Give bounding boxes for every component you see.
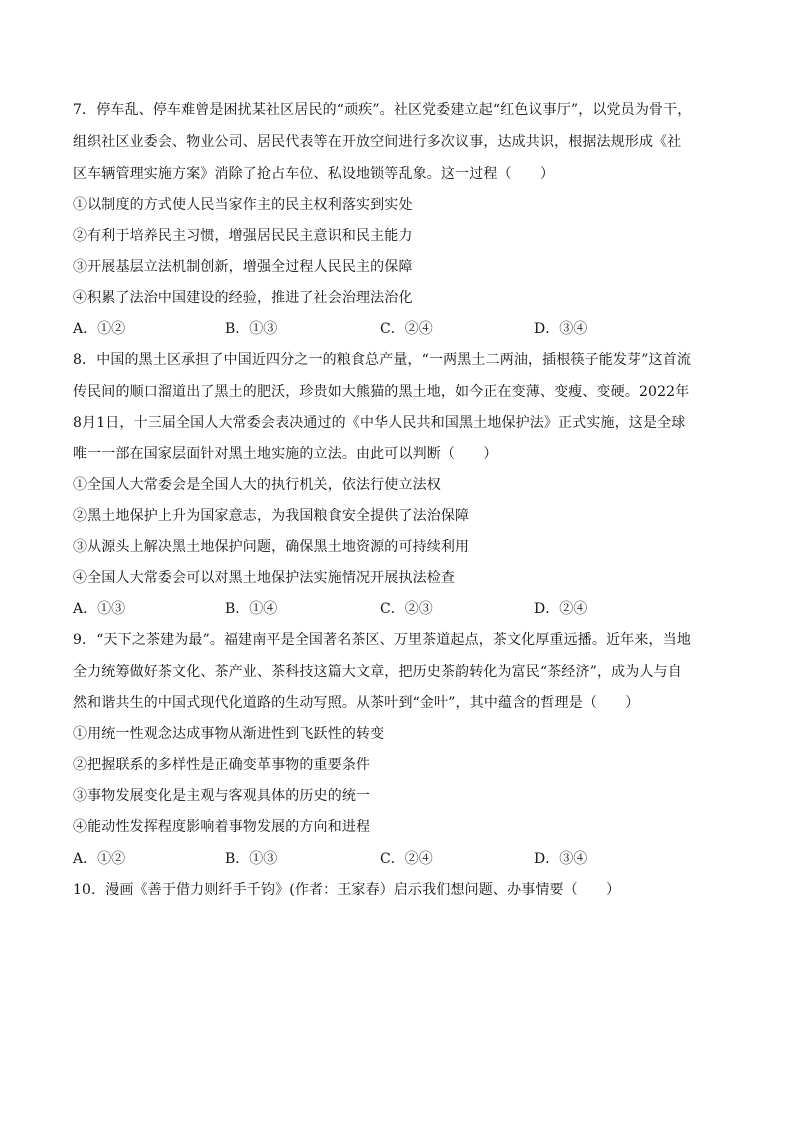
question-7-statement-2: ②有利于培养民主习惯，增强居民民主意识和民主能力 — [73, 228, 413, 244]
option-c[interactable]: C．②④ — [380, 851, 433, 867]
option-a[interactable]: A．①② — [73, 851, 126, 867]
option-b[interactable]: B．①④ — [225, 601, 278, 617]
option-d[interactable]: D．②④ — [534, 601, 588, 617]
question-9-stem-line-3: 然和谐共生的中国式现代化道路的生动写照。从茶叶到“金叶”，其中蕴含的哲理是（ ） — [73, 695, 640, 711]
option-a[interactable]: A．①② — [73, 321, 126, 337]
question-8-statement-3: ③从源头上解决黑土地保护问题，确保黑土地资源的可持续利用 — [73, 539, 470, 555]
question-8-stem-line-3: 8月1日，十三届全国人大常委会表决通过的《中华人民共和国黑土地保护法》正式实施，这是全球 — [73, 415, 686, 431]
option-d[interactable]: D．③④ — [534, 851, 588, 867]
question-9-statement-3: ③事物发展变化是主观与客观具体的历史的统一 — [73, 788, 371, 804]
question-9-statement-2: ②把握联系的多样性是正确变革事物的重要条件 — [73, 757, 371, 773]
question-9-statement-4: ④能动性发挥程度影响着事物发展的方向和进程 — [73, 819, 371, 835]
option-d[interactable]: D．③④ — [534, 321, 588, 337]
option-b[interactable]: B．①③ — [225, 851, 278, 867]
question-8-statement-1: ①全国人大常委会是全国人大的执行机关，依法行使立法权 — [73, 477, 441, 493]
option-b[interactable]: B．①③ — [225, 321, 278, 337]
question-8-stem-line-2: 传民间的顺口溜道出了黑土的肥沃，珍贵如大熊猫的黑土地，如今正在变薄、变瘦、变硬。2022年 — [73, 384, 690, 400]
question-7-stem-line-3: 区车辆管理实施方案》消除了抢占车位、私设地锁等乱象。这一过程（ ） — [73, 166, 555, 182]
question-8-statement-2: ②黑土地保护上升为国家意志，为我国粮食安全提供了法治保障 — [73, 508, 470, 524]
question-9-stem-line-2: 全力统筹做好茶文化、茶产业、茶科技这篇大文章，把历史茶韵转化为富民“茶经济”，成为人与自 — [73, 664, 682, 680]
question-8-statement-4: ④全国人大常委会可以对黑土地保护法实施情况开展执法检查 — [73, 570, 456, 586]
question-7-stem-line-2: 组织社区业委会、物业公司、居民代表等在开放空间进行多次议事，达成共识，根据法规形成《社 — [73, 134, 682, 150]
option-c[interactable]: C．②③ — [380, 601, 433, 617]
question-10-stem-line-1: 10．漫画《善于借力则纤手千钧》(作者：王家春）启示我们想问题、办事情要（ ） — [73, 882, 621, 898]
question-7-statement-1: ①以制度的方式使人民当家作主的民主权利落实到实处 — [73, 197, 413, 213]
question-7-stem-line-1: 7．停车乱、停车难曾是困扰某社区居民的“顽疾”。社区党委建立起“红色议事厅”，以党员为骨干， — [73, 102, 692, 118]
question-9-statement-1: ①用统一性观念达成事物从渐进性到飞跃性的转变 — [73, 726, 385, 742]
question-9-options — [73, 848, 733, 870]
option-c[interactable]: C．②④ — [380, 321, 433, 337]
question-7-options — [73, 318, 733, 340]
question-7-statement-3: ③开展基层立法机制创新，增强全过程人民民主的保障 — [73, 259, 413, 275]
question-9-stem-line-1: 9．“天下之茶建为最”。福建南平是全国著名茶区、万里茶道起点，茶文化厚重远播。近年来，当地 — [73, 632, 691, 648]
option-a[interactable]: A．①③ — [73, 601, 126, 617]
question-8-options — [73, 598, 733, 620]
question-8-stem-line-1: 8．中国的黑土区承担了中国近四分之一的粮食总产量，“一两黑土二两油，插根筷子能发芽”这首流 — [73, 352, 691, 368]
question-8-stem-line-4: 唯一一部在国家层面针对黑土地实施的立法。由此可以判断（ ） — [73, 446, 498, 462]
question-7-statement-4: ④积累了法治中国建设的经验，推进了社会治理法治化 — [73, 290, 413, 306]
